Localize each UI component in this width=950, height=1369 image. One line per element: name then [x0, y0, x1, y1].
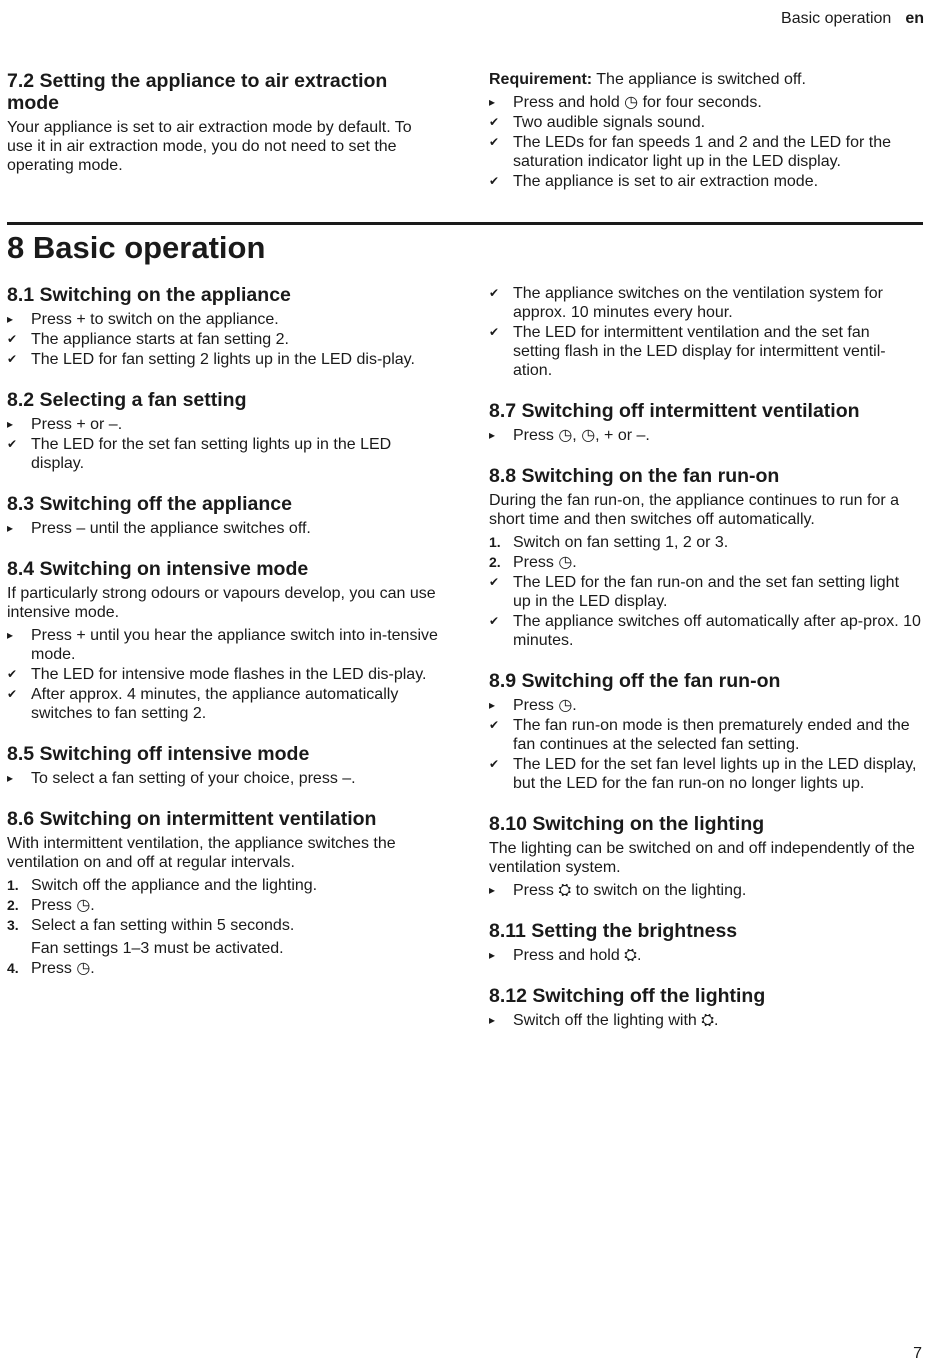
section-8-12 [489, 985, 921, 1030]
result-marker-icon: ✔ [7, 667, 18, 681]
section-para: If particularly strong odours or vapours develop, you can use intensive mode. [7, 585, 436, 621]
section-8-4 [7, 558, 439, 723]
requirement [489, 70, 921, 89]
section-heading: 8.11 Setting the brightness [489, 920, 738, 942]
action-marker-icon: ▸ [7, 312, 14, 326]
chapter-title: 8 Basic operation [7, 230, 266, 265]
result-marker-icon: ✔ [489, 135, 500, 149]
section-heading: 8.4 Switching on intensive mode [7, 558, 309, 580]
action-marker-icon: ▸ [489, 698, 496, 712]
result-item: ✔ The appliance switches on the ventilation system for approx. 10 minutes every hour. [489, 285, 883, 321]
page-number: 7 [913, 1345, 922, 1362]
result-item: ✔ The LED for intermittent ventilation and the set fan setting flash in the LED display for intermittent ventil-ation. [489, 324, 886, 379]
section-heading: 8.5 Switching off intensive mode [7, 743, 310, 765]
result-item: ✔ The LED for fan setting 2 lights up in the LED dis-play. [7, 351, 415, 368]
action-item: ▸ Press and hold ◷ for four seconds. [489, 94, 762, 111]
action-marker-icon: ▸ [489, 428, 496, 442]
result-item: ✔ The fan run-on mode is then prematurely ended and the fan continues at the selected fan setting. [489, 717, 910, 753]
action-marker-icon: ▸ [7, 628, 14, 642]
section-heading: 8.1 Switching on the appliance [7, 284, 291, 306]
section-8-1 [7, 284, 439, 369]
action-item: ▸ Press + to switch on the appliance. [7, 311, 279, 328]
action-item: ▸ Press and hold ⛭. [489, 947, 642, 964]
step-item: 3. Select a fan setting within 5 seconds. [7, 917, 295, 934]
result-item: ✔ The appliance is set to air extraction mode. [489, 173, 819, 190]
result-marker-icon: ✔ [489, 757, 500, 771]
section-7-2-left [7, 70, 439, 179]
action-marker-icon: ▸ [489, 883, 496, 897]
section-8-5 [7, 743, 439, 788]
action-item: ▸ Press ◷. [489, 697, 577, 714]
action-marker-icon: ▸ [7, 417, 14, 431]
section-8-2 [7, 389, 439, 473]
result-item: ✔ The LED for the set fan level lights up in the LED display, but the LED for the fan run-on no longer lights up. [489, 756, 917, 792]
section-8-7 [489, 400, 921, 445]
section-8-6-results [489, 284, 921, 380]
section-8-11 [489, 920, 921, 965]
result-item: ✔ The LEDs for fan speeds 1 and 2 and the LED for the saturation indicator light up in the LED display. [489, 134, 892, 170]
section-heading: 8.8 Switching on the fan run-on [489, 465, 780, 487]
page-header [781, 10, 924, 28]
action-item: ▸ Switch off the lighting with ⛭. [489, 1012, 719, 1029]
step-item: 1. Switch off the appliance and the lighting. [7, 877, 318, 894]
section-heading: 7.2 Setting the appliance to air extraction mode [7, 70, 388, 114]
result-marker-icon: ✔ [489, 614, 500, 628]
requirement-label: Requirement: [489, 71, 593, 88]
action-item: ▸ To select a fan setting of your choice, press –. [7, 770, 356, 787]
header-title: Basic operation [781, 10, 892, 27]
section-para: Your appliance is set to air extraction mode by default. To use it in air extraction mode, you do not need to set the operating mode. [7, 119, 412, 174]
result-marker-icon: ✔ [7, 687, 18, 701]
step-note: Fan settings 1–3 must be activated. [31, 940, 284, 957]
result-marker-icon: ✔ [489, 115, 500, 129]
section-8-3 [7, 493, 439, 538]
section-heading: 8.7 Switching off intermittent ventilation [489, 400, 860, 422]
left-column [7, 284, 439, 998]
section-para: The lighting can be switched on and off independently of the ventilation system. [489, 840, 915, 876]
section-8-8 [489, 465, 921, 650]
action-marker-icon: ▸ [489, 95, 496, 109]
requirement-text: The appliance is switched off. [592, 71, 806, 88]
section-7-2-right [489, 70, 921, 192]
result-marker-icon: ✔ [489, 718, 500, 732]
result-item: ✔ The appliance switches off automatically after ap-prox. 10 minutes. [489, 613, 921, 649]
action-item: ▸ Press + or –. [7, 416, 123, 433]
section-heading: 8.10 Switching on the lighting [489, 813, 765, 835]
section-heading: 8.3 Switching off the appliance [7, 493, 292, 515]
action-marker-icon: ▸ [7, 771, 14, 785]
action-item: ▸ Press + until you hear the appliance switch into in-tensive mode. [7, 627, 438, 663]
result-item: ✔ The LED for the fan run-on and the set fan setting light up in the LED display. [489, 574, 900, 610]
action-marker-icon: ▸ [489, 948, 496, 962]
section-heading: 8.2 Selecting a fan setting [7, 389, 247, 411]
step-item: 4. Press ◷. [7, 960, 95, 977]
section-heading: 8.12 Switching off the lighting [489, 985, 766, 1007]
result-marker-icon: ✔ [489, 575, 500, 589]
result-marker-icon: ✔ [7, 352, 18, 366]
action-marker-icon: ▸ [7, 521, 14, 535]
section-para: With intermittent ventilation, the appliance switches the ventilation on and off at regular intervals. [7, 835, 396, 871]
chapter-divider [7, 222, 923, 225]
result-marker-icon: ✔ [489, 174, 500, 188]
section-8-9 [489, 670, 921, 793]
result-marker-icon: ✔ [7, 332, 18, 346]
section-heading: 8.6 Switching on intermittent ventilation [7, 808, 377, 830]
result-item: ✔ The LED for intensive mode flashes in the LED dis-play. [7, 666, 427, 683]
result-marker-icon: ✔ [489, 325, 500, 339]
action-item: ▸ Press ⛭ to switch on the lighting. [489, 882, 747, 899]
step-item: 1. Switch on fan setting 1, 2 or 3. [489, 534, 729, 551]
result-marker-icon: ✔ [7, 437, 18, 451]
right-column [489, 284, 921, 1050]
result-item: ✔ The LED for the set fan setting lights up in the LED display. [7, 436, 392, 472]
section-heading: 8.9 Switching off the fan run-on [489, 670, 781, 692]
result-marker-icon: ✔ [489, 286, 500, 300]
action-item: ▸ Press – until the appliance switches off. [7, 520, 311, 537]
action-item: ▸ Press ◷, ◷, + or –. [489, 427, 650, 444]
section-para: During the fan run-on, the appliance continues to run for a short time and then switches off automatically. [489, 492, 900, 528]
result-item: ✔ After approx. 4 minutes, the appliance automatically switches to fan setting 2. [7, 686, 399, 722]
step-item: 2. Press ◷. [489, 554, 577, 571]
result-item: ✔ Two audible signals sound. [489, 114, 706, 131]
step-item: 2. Press ◷. [7, 897, 95, 914]
section-8-10 [489, 813, 921, 900]
header-lang: en [905, 10, 924, 27]
action-marker-icon: ▸ [489, 1013, 496, 1027]
result-item: ✔ The appliance starts at fan setting 2. [7, 331, 289, 348]
section-8-6 [7, 808, 439, 978]
